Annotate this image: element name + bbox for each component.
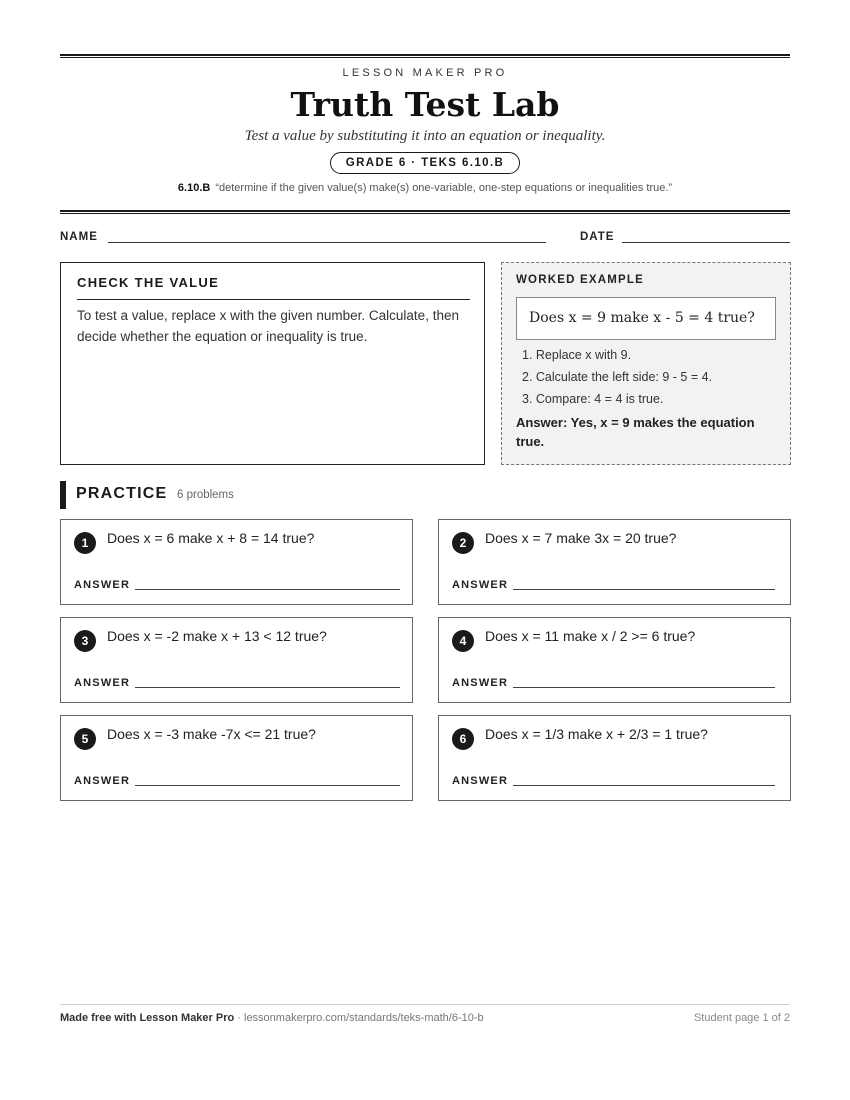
- problem-question: Does x = -3 make -7x <= 21 true?: [107, 726, 316, 742]
- answer-field[interactable]: [513, 687, 775, 688]
- problem-card: [438, 617, 791, 703]
- footer-url: · lessonmakerpro.com/standards/teks-math/6-10-b: [234, 1012, 484, 1024]
- name-field[interactable]: [108, 242, 546, 243]
- grade-pill-wrap: [60, 152, 790, 174]
- problem-number-badge: 5: [74, 728, 96, 750]
- check-body: To test a value, replace x with the given number. Calculate, then decide whether the equation or inequality is true.: [77, 308, 459, 344]
- problem-number-badge: 6: [452, 728, 474, 750]
- worked-step: 3. Compare: 4 = 4 is true.: [522, 392, 664, 406]
- worked-title: WORKED EXAMPLE: [516, 274, 644, 286]
- standard-line: [60, 182, 790, 194]
- standard-code: 6.10.B: [177, 182, 211, 194]
- practice-title: PRACTICE: [76, 485, 168, 502]
- date-field[interactable]: [622, 242, 790, 243]
- check-title-rule: [77, 299, 470, 300]
- problem-question: Does x = -2 make x + 13 < 12 true?: [107, 628, 327, 644]
- problem-card: [60, 519, 413, 605]
- header-bottom-rule: [60, 210, 790, 214]
- answer-label: ANSWER: [452, 579, 509, 591]
- answer-label: ANSWER: [74, 677, 131, 689]
- answer-label: ANSWER: [452, 775, 509, 787]
- problem-question: Does x = 7 make 3x = 20 true?: [485, 530, 677, 546]
- worked-step: 2. Calculate the left side: 9 - 5 = 4.: [522, 370, 713, 384]
- answer-label: ANSWER: [452, 677, 509, 689]
- problem-question: Does x = 1/3 make x + 2/3 = 1 true?: [485, 726, 708, 742]
- check-the-value-panel: [60, 262, 485, 465]
- worked-answer: Answer: Yes, x = 9 makes the equation true.: [516, 415, 755, 449]
- problem-card: [438, 715, 791, 801]
- practice-accent-bar: [60, 481, 66, 509]
- problem-card: [438, 519, 791, 605]
- answer-field[interactable]: [135, 785, 400, 786]
- standard-text: “determine if the given value(s) make(s) one-variable, one-step equations or inequalities true.”: [215, 182, 673, 194]
- worked-step: 1. Replace x with 9.: [522, 348, 632, 362]
- date-label: DATE: [580, 231, 615, 243]
- answer-field[interactable]: [135, 589, 400, 590]
- worked-steps: [522, 344, 712, 410]
- answer-field[interactable]: [513, 785, 775, 786]
- answer-field[interactable]: [513, 589, 775, 590]
- answer-label: ANSWER: [74, 579, 131, 591]
- practice-count: 6 problems: [177, 489, 234, 501]
- problem-card: [60, 715, 413, 801]
- page-title: Truth Test Lab: [290, 85, 560, 124]
- footer-rule: [60, 1004, 790, 1005]
- footer-made-with: Made free with Lesson Maker Pro: [60, 1012, 235, 1024]
- worked-question: Does x = 9 make x - 5 = 4 true?: [516, 297, 776, 340]
- brand-label: LESSON MAKER PRO: [342, 67, 508, 79]
- header-top-rule: [60, 54, 790, 58]
- problem-card: [60, 617, 413, 703]
- problem-number-badge: 3: [74, 630, 96, 652]
- footer-page-number: Student page 1 of 2: [693, 1012, 790, 1024]
- problem-number-badge: 4: [452, 630, 474, 652]
- footer-credit: [60, 1012, 484, 1024]
- answer-field[interactable]: [135, 687, 400, 688]
- problem-number-badge: 1: [74, 532, 96, 554]
- worked-example-panel: [501, 262, 791, 465]
- grade-pill: GRADE 6 · TEKS 6.10.B: [330, 152, 521, 174]
- problem-number-badge: 2: [452, 532, 474, 554]
- problem-question: Does x = 6 make x + 8 = 14 true?: [107, 530, 315, 546]
- name-label: NAME: [60, 231, 98, 243]
- answer-label: ANSWER: [74, 775, 131, 787]
- check-title: CHECK THE VALUE: [77, 275, 220, 290]
- worksheet-page: [60, 0, 790, 1100]
- problem-question: Does x = 11 make x / 2 >= 6 true?: [485, 628, 696, 644]
- page-subtitle: Test a value by substituting it into an equation or inequality.: [244, 128, 606, 144]
